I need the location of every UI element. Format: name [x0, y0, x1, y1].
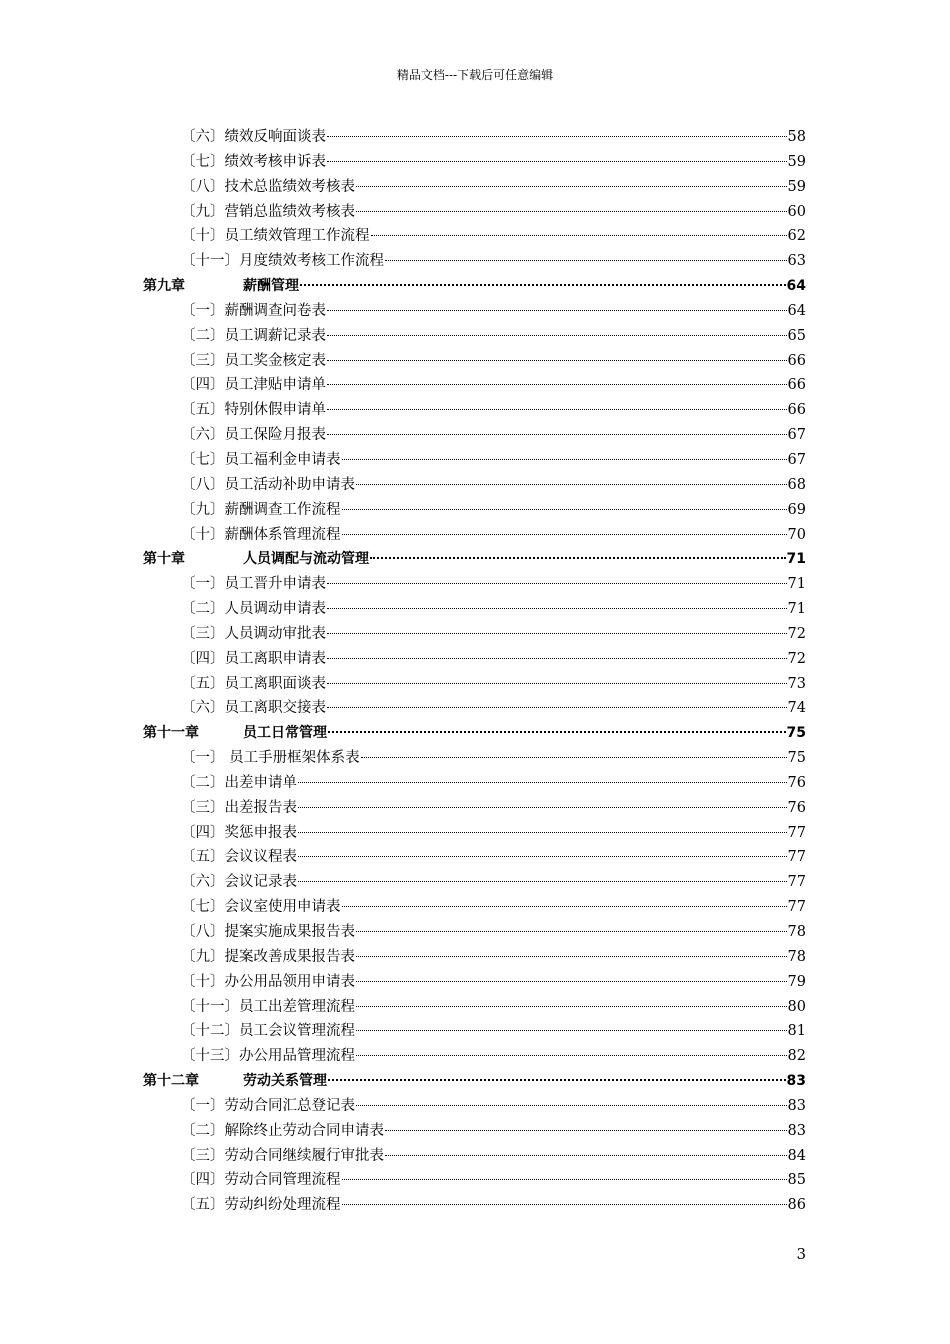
toc-entry-row[interactable] — [143, 373, 806, 398]
chapter-title: 劳动关系管理 — [243, 1073, 327, 1090]
entry-page-number: 66 — [787, 352, 806, 369]
entry-title: 〔二〕解除终止劳动合同申请表 — [181, 1122, 384, 1139]
chapter-title: 薪酬管理 — [243, 278, 299, 295]
toc-entry-row[interactable] — [143, 349, 806, 374]
entry-title: 〔十三〕办公用品管理流程 — [181, 1048, 355, 1065]
toc-entry-row[interactable] — [143, 1019, 806, 1044]
toc-entry-row[interactable] — [143, 1044, 806, 1069]
toc-chapter-row[interactable] — [143, 721, 806, 746]
dot-leader — [298, 881, 787, 882]
entry-title: 〔八〕提案实施成果报告表 — [181, 924, 355, 940]
chapter-number: 第九章 — [143, 278, 185, 295]
dot-leader — [327, 707, 787, 708]
dot-leader — [298, 782, 787, 783]
entry-page-number: 60 — [787, 203, 806, 220]
entry-title: 〔四〕员工离职申请表 — [181, 650, 326, 667]
dot-leader — [356, 186, 787, 187]
entry-title: 〔六〕绩效反响面谈表 — [181, 129, 326, 145]
entry-title: 〔十〕办公用品领用申请表 — [181, 973, 355, 990]
entry-title: 〔四〕奖惩申报表 — [181, 824, 297, 841]
toc-entry-row[interactable] — [143, 473, 806, 498]
entry-title: 〔八〕员工活动补助申请表 — [181, 476, 355, 493]
entry-title: 〔十二〕员工会议管理流程 — [181, 1023, 355, 1040]
entry-title: 〔四〕劳动合同管理流程 — [181, 1172, 341, 1189]
toc-entry-row[interactable] — [143, 224, 806, 249]
chapter-title: 员工日常管理 — [243, 725, 327, 742]
dot-leader — [356, 1030, 787, 1031]
toc-chapter-row[interactable] — [143, 274, 806, 299]
toc-entry-row[interactable] — [143, 299, 806, 324]
entry-page-number: 77 — [787, 899, 806, 916]
dot-leader — [342, 459, 787, 460]
toc-entry-row[interactable] — [143, 845, 806, 870]
dot-leader — [327, 683, 787, 684]
entry-page-number: 71 — [786, 551, 806, 568]
entry-title: 〔九〕营销总监绩效考核表 — [181, 203, 355, 220]
entry-title: 〔六〕会议记录表 — [181, 874, 297, 891]
entry-page-number: 59 — [787, 178, 806, 195]
toc-entry-row[interactable] — [143, 1168, 806, 1193]
entry-title: 〔二〕员工调薪记录表 — [181, 327, 326, 344]
dot-leader — [327, 409, 787, 410]
dot-leader — [328, 731, 786, 733]
entry-page-number: 82 — [787, 1048, 806, 1065]
entry-page-number: 86 — [787, 1197, 806, 1214]
entry-title: 〔五〕会议议程表 — [181, 849, 297, 866]
entry-title: 〔六〕员工离职交接表 — [181, 700, 326, 717]
entry-page-number: 67 — [787, 451, 806, 468]
toc-entry-row[interactable] — [143, 523, 806, 548]
entry-page-number: 74 — [787, 700, 806, 717]
toc-entry-row[interactable] — [143, 1094, 806, 1119]
dot-leader — [385, 1130, 787, 1131]
toc-entry-row[interactable] — [143, 647, 806, 672]
chapter-number: 第十二章 — [143, 1073, 199, 1090]
entry-title: 〔十〕薪酬体系管理流程 — [181, 526, 341, 543]
dot-leader — [327, 434, 787, 435]
entry-title: 〔三〕劳动合同继续履行审批表 — [181, 1147, 384, 1164]
toc-entry-row[interactable] — [143, 945, 806, 970]
toc-entry-row[interactable] — [143, 796, 806, 821]
dot-leader — [342, 1179, 787, 1180]
entry-page-number: 65 — [787, 327, 806, 344]
entry-page-number: 72 — [787, 625, 806, 642]
entry-page-number: 76 — [787, 799, 806, 816]
toc-entry-row[interactable] — [143, 746, 806, 771]
dot-leader — [385, 1155, 787, 1156]
toc-entry-row[interactable] — [143, 1119, 806, 1144]
entry-page-number: 84 — [787, 1147, 806, 1164]
entry-title: 〔八〕技术总监绩效考核表 — [181, 178, 355, 195]
entry-page-number: 68 — [787, 476, 806, 493]
dot-leader — [298, 807, 787, 808]
entry-page-number: 66 — [787, 377, 806, 394]
entry-page-number: 83 — [786, 1073, 806, 1090]
entry-page-number: 79 — [787, 973, 806, 990]
dot-leader — [371, 235, 787, 236]
entry-title: 〔十〕员工绩效管理工作流程 — [181, 228, 370, 245]
entry-page-number: 77 — [787, 849, 806, 866]
dot-leader — [327, 384, 787, 385]
entry-title: 〔一〕 员工手册框架体系表 — [181, 750, 360, 767]
dot-leader — [300, 284, 786, 286]
entry-page-number: 66 — [787, 402, 806, 419]
entry-title: 〔十一〕月度绩效考核工作流程 — [181, 253, 384, 270]
dot-leader — [356, 1105, 787, 1106]
dot-leader — [327, 335, 787, 336]
entry-page-number: 75 — [787, 750, 806, 767]
dot-leader — [356, 956, 787, 957]
entry-title: 〔二〕人员调动申请表 — [181, 601, 326, 618]
entry-page-number: 77 — [787, 824, 806, 841]
toc-entry-row[interactable] — [143, 895, 806, 920]
dot-leader — [327, 583, 787, 584]
entry-title: 〔七〕绩效考核申诉表 — [181, 153, 326, 170]
entry-title: 〔十一〕员工出差管理流程 — [181, 998, 355, 1015]
entry-page-number: 81 — [787, 1023, 806, 1040]
entry-title: 〔三〕员工奖金核定表 — [181, 352, 326, 369]
dot-leader — [298, 832, 787, 833]
entry-page-number: 78 — [787, 924, 806, 940]
toc-entry-row[interactable] — [143, 995, 806, 1020]
toc-entry-row[interactable] — [143, 672, 806, 697]
entry-title: 〔一〕员工晋升申请表 — [181, 576, 326, 593]
dot-leader — [356, 981, 787, 982]
entry-title: 〔九〕提案改善成果报告表 — [181, 948, 355, 965]
toc-entry-row[interactable] — [143, 398, 806, 423]
dot-leader — [327, 608, 787, 609]
dot-leader — [327, 633, 787, 634]
dot-leader — [327, 161, 787, 162]
entry-page-number: 85 — [787, 1172, 806, 1189]
dot-leader — [356, 1006, 787, 1007]
page-number: 3 — [796, 1245, 806, 1263]
table-of-contents — [143, 125, 806, 1218]
entry-title: 〔六〕员工保险月报表 — [181, 427, 326, 444]
entry-page-number: 71 — [787, 601, 806, 618]
toc-entry-row[interactable] — [143, 821, 806, 846]
toc-entry-row[interactable] — [143, 200, 806, 225]
dot-leader — [356, 1055, 787, 1056]
toc-entry-row[interactable] — [143, 175, 806, 200]
chapter-number: 第十章 — [143, 551, 185, 568]
entry-page-number: 64 — [787, 302, 806, 319]
dot-leader — [356, 211, 787, 212]
entry-page-number: 77 — [787, 874, 806, 891]
toc-entry-row[interactable] — [143, 423, 806, 448]
entry-title: 〔三〕出差报告表 — [181, 799, 297, 816]
entry-page-number: 70 — [787, 526, 806, 543]
entry-title: 〔七〕会议室使用申请表 — [181, 899, 341, 916]
entry-page-number: 76 — [787, 774, 806, 791]
dot-leader — [356, 484, 787, 485]
dot-leader — [342, 509, 787, 510]
dot-leader — [385, 260, 787, 261]
toc-entry-row[interactable] — [143, 150, 806, 175]
entry-title: 〔一〕劳动合同汇总登记表 — [181, 1097, 355, 1114]
entry-title: 〔三〕人员调动审批表 — [181, 625, 326, 642]
toc-entry-row[interactable] — [143, 696, 806, 721]
entry-page-number: 63 — [787, 253, 806, 270]
dot-leader — [370, 557, 786, 559]
toc-entry-row[interactable] — [143, 970, 806, 995]
dot-leader — [327, 136, 787, 137]
dot-leader — [327, 360, 787, 361]
entry-page-number: 75 — [786, 725, 806, 742]
dot-leader — [342, 534, 787, 535]
toc-entry-row[interactable] — [143, 324, 806, 349]
toc-entry-row[interactable] — [143, 597, 806, 622]
toc-entry-row[interactable] — [143, 1144, 806, 1169]
chapter-number: 第十一章 — [143, 725, 199, 742]
toc-entry-row[interactable] — [143, 249, 806, 274]
entry-page-number: 71 — [787, 576, 806, 593]
dot-leader — [328, 1079, 786, 1081]
entry-page-number: 83 — [787, 1122, 806, 1139]
entry-title: 〔七〕员工福利金申请表 — [181, 451, 341, 468]
entry-title: 〔九〕薪酬调查工作流程 — [181, 501, 341, 518]
toc-entry-row[interactable] — [143, 448, 806, 473]
dot-leader — [298, 856, 787, 857]
entry-title: 〔五〕劳动纠纷处理流程 — [181, 1197, 341, 1214]
entry-title: 〔五〕员工离职面谈表 — [181, 675, 326, 692]
toc-entry-row[interactable] — [143, 125, 806, 150]
entry-page-number: 64 — [786, 278, 806, 295]
entry-page-number: 69 — [787, 501, 806, 518]
entry-title: 〔一〕薪酬调查问卷表 — [181, 302, 326, 319]
dot-leader — [327, 310, 787, 311]
toc-entry-row[interactable] — [143, 771, 806, 796]
entry-page-number: 73 — [787, 675, 806, 692]
entry-page-number: 59 — [787, 153, 806, 170]
toc-entry-row[interactable] — [143, 622, 806, 647]
toc-chapter-row[interactable] — [143, 1069, 806, 1094]
toc-entry-row[interactable] — [143, 498, 806, 523]
toc-entry-row[interactable] — [143, 920, 806, 945]
toc-entry-row[interactable] — [143, 572, 806, 597]
chapter-title: 人员调配与流动管理 — [243, 551, 369, 568]
entry-page-number: 62 — [787, 228, 806, 245]
entry-title: 〔五〕特别休假申请单 — [181, 402, 326, 419]
dot-leader — [327, 658, 787, 659]
toc-entry-row[interactable] — [143, 1193, 806, 1218]
entry-page-number: 67 — [787, 427, 806, 444]
toc-chapter-row[interactable] — [143, 547, 806, 572]
entry-page-number: 83 — [787, 1097, 806, 1114]
page-header: 精品文档---下载后可任意编辑 — [396, 68, 554, 82]
entry-page-number: 78 — [787, 948, 806, 965]
toc-entry-row[interactable] — [143, 870, 806, 895]
entry-page-number: 80 — [787, 998, 806, 1015]
dot-leader — [356, 931, 787, 932]
dot-leader — [342, 1204, 787, 1205]
dot-leader — [342, 906, 787, 907]
dot-leader — [361, 757, 787, 758]
entry-page-number: 72 — [787, 650, 806, 667]
entry-title: 〔四〕员工津贴申请单 — [181, 377, 326, 394]
entry-page-number: 58 — [787, 129, 806, 145]
entry-title: 〔二〕出差申请单 — [181, 774, 297, 791]
